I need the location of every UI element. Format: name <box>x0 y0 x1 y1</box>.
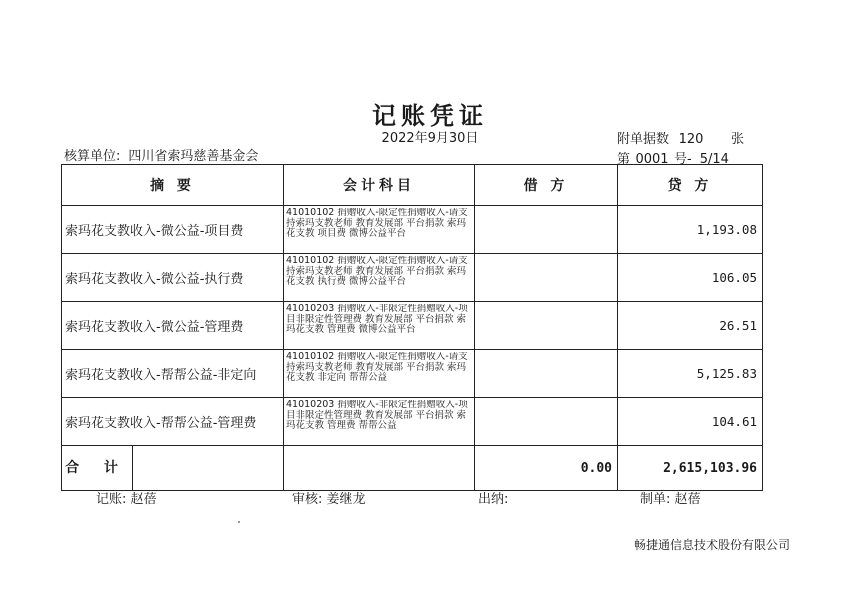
row-account-text: 41010102 捐赠收入-限定性捐赠收入-请支持索玛支教老师 教育发展部 平台捐款 索玛花支教 非定向 帮帮公益 <box>286 352 468 383</box>
row-account <box>284 302 475 350</box>
row-debit <box>475 350 618 398</box>
bookkeeper-signature: 记账: 赵蓓 <box>96 492 157 507</box>
cashier-signature: 出纳: <box>478 492 509 507</box>
voucher-page: 5/14 <box>699 152 729 167</box>
row-account <box>284 254 475 302</box>
row-account-text: 41010102 捐赠收入-限定性捐赠收入-请支持索玛支教老师 教育发展部 平台捐款 索玛花支教 项目费 微博公益平台 <box>286 208 468 239</box>
header-summary: 摘 要 <box>62 165 284 206</box>
voucher-no: 0001 <box>635 152 669 167</box>
row-summary: 索玛花支教收入-微公益-项目费 <box>62 206 284 254</box>
table-row <box>62 350 763 398</box>
attachment-label: 附单据数 <box>617 132 670 147</box>
voucher-prefix: 第 <box>617 152 631 167</box>
preparer-signature: 制单: 赵蓓 <box>640 492 701 507</box>
row-account-text: 41010102 捐赠收入-限定性捐赠收入-请支持索玛支教老师 教育发展部 平台捐款 索玛花支教 执行费 微博公益平台 <box>286 256 468 287</box>
header-debit: 借 方 <box>475 165 618 206</box>
table-row <box>62 254 763 302</box>
attachment-number: 120 <box>678 132 704 147</box>
row-debit <box>475 206 618 254</box>
accounting-unit-label: 核算单位: <box>64 149 121 164</box>
row-debit <box>475 254 618 302</box>
table-header-row <box>62 165 763 206</box>
table-row <box>62 206 763 254</box>
header-account: 会计科目 <box>284 165 475 206</box>
reviewer-signature: 审核: 姜继龙 <box>292 492 366 507</box>
table-row <box>62 398 763 446</box>
voucher-table <box>61 164 763 491</box>
attachment-count <box>617 128 744 147</box>
voucher-title: 记账凭证 <box>372 102 488 130</box>
voucher-suffix: 号- <box>674 152 692 167</box>
accounting-unit <box>64 145 258 164</box>
software-company: 畅捷通信息技术股份有限公司 <box>634 538 791 552</box>
row-summary: 索玛花支教收入-微公益-执行费 <box>62 254 284 302</box>
row-summary: 索玛花支教收入-帮帮公益-非定向 <box>62 350 284 398</box>
row-account-text: 41010203 捐赠收入-非限定性捐赠收入-项目非限定性管理费 教育发展部 平台捐款 索玛花支教 管理费 帮帮公益 <box>286 400 468 431</box>
scan-speck <box>238 521 240 523</box>
accounting-unit-name: 四川省索玛慈善基金会 <box>128 149 259 164</box>
total-label <box>62 446 284 491</box>
row-credit: 104.61 <box>618 398 763 446</box>
row-summary: 索玛花支教收入-微公益-管理费 <box>62 302 284 350</box>
row-account <box>284 398 475 446</box>
row-account <box>284 350 475 398</box>
table-row <box>62 302 763 350</box>
row-credit: 1,193.08 <box>618 206 763 254</box>
total-debit: 0.00 <box>475 446 618 491</box>
total-label-text: 合 计 <box>62 446 133 490</box>
voucher-date: 2022年9月30日 <box>381 131 479 146</box>
row-credit: 26.51 <box>618 302 763 350</box>
header-credit: 贷 方 <box>618 165 763 206</box>
row-credit: 5,125.83 <box>618 350 763 398</box>
row-debit <box>475 398 618 446</box>
row-account-text: 41010203 捐赠收入-非限定性捐赠收入-项目非限定性管理费 教育发展部 平台捐款 索玛花支教 管理费 微博公益平台 <box>286 304 468 335</box>
row-debit <box>475 302 618 350</box>
row-account <box>284 206 475 254</box>
total-account <box>284 446 475 491</box>
total-credit: 2,615,103.96 <box>618 446 763 491</box>
attachment-unit: 张 <box>731 132 745 147</box>
row-credit: 106.05 <box>618 254 763 302</box>
total-row <box>62 446 763 491</box>
row-summary: 索玛花支教收入-帮帮公益-管理费 <box>62 398 284 446</box>
